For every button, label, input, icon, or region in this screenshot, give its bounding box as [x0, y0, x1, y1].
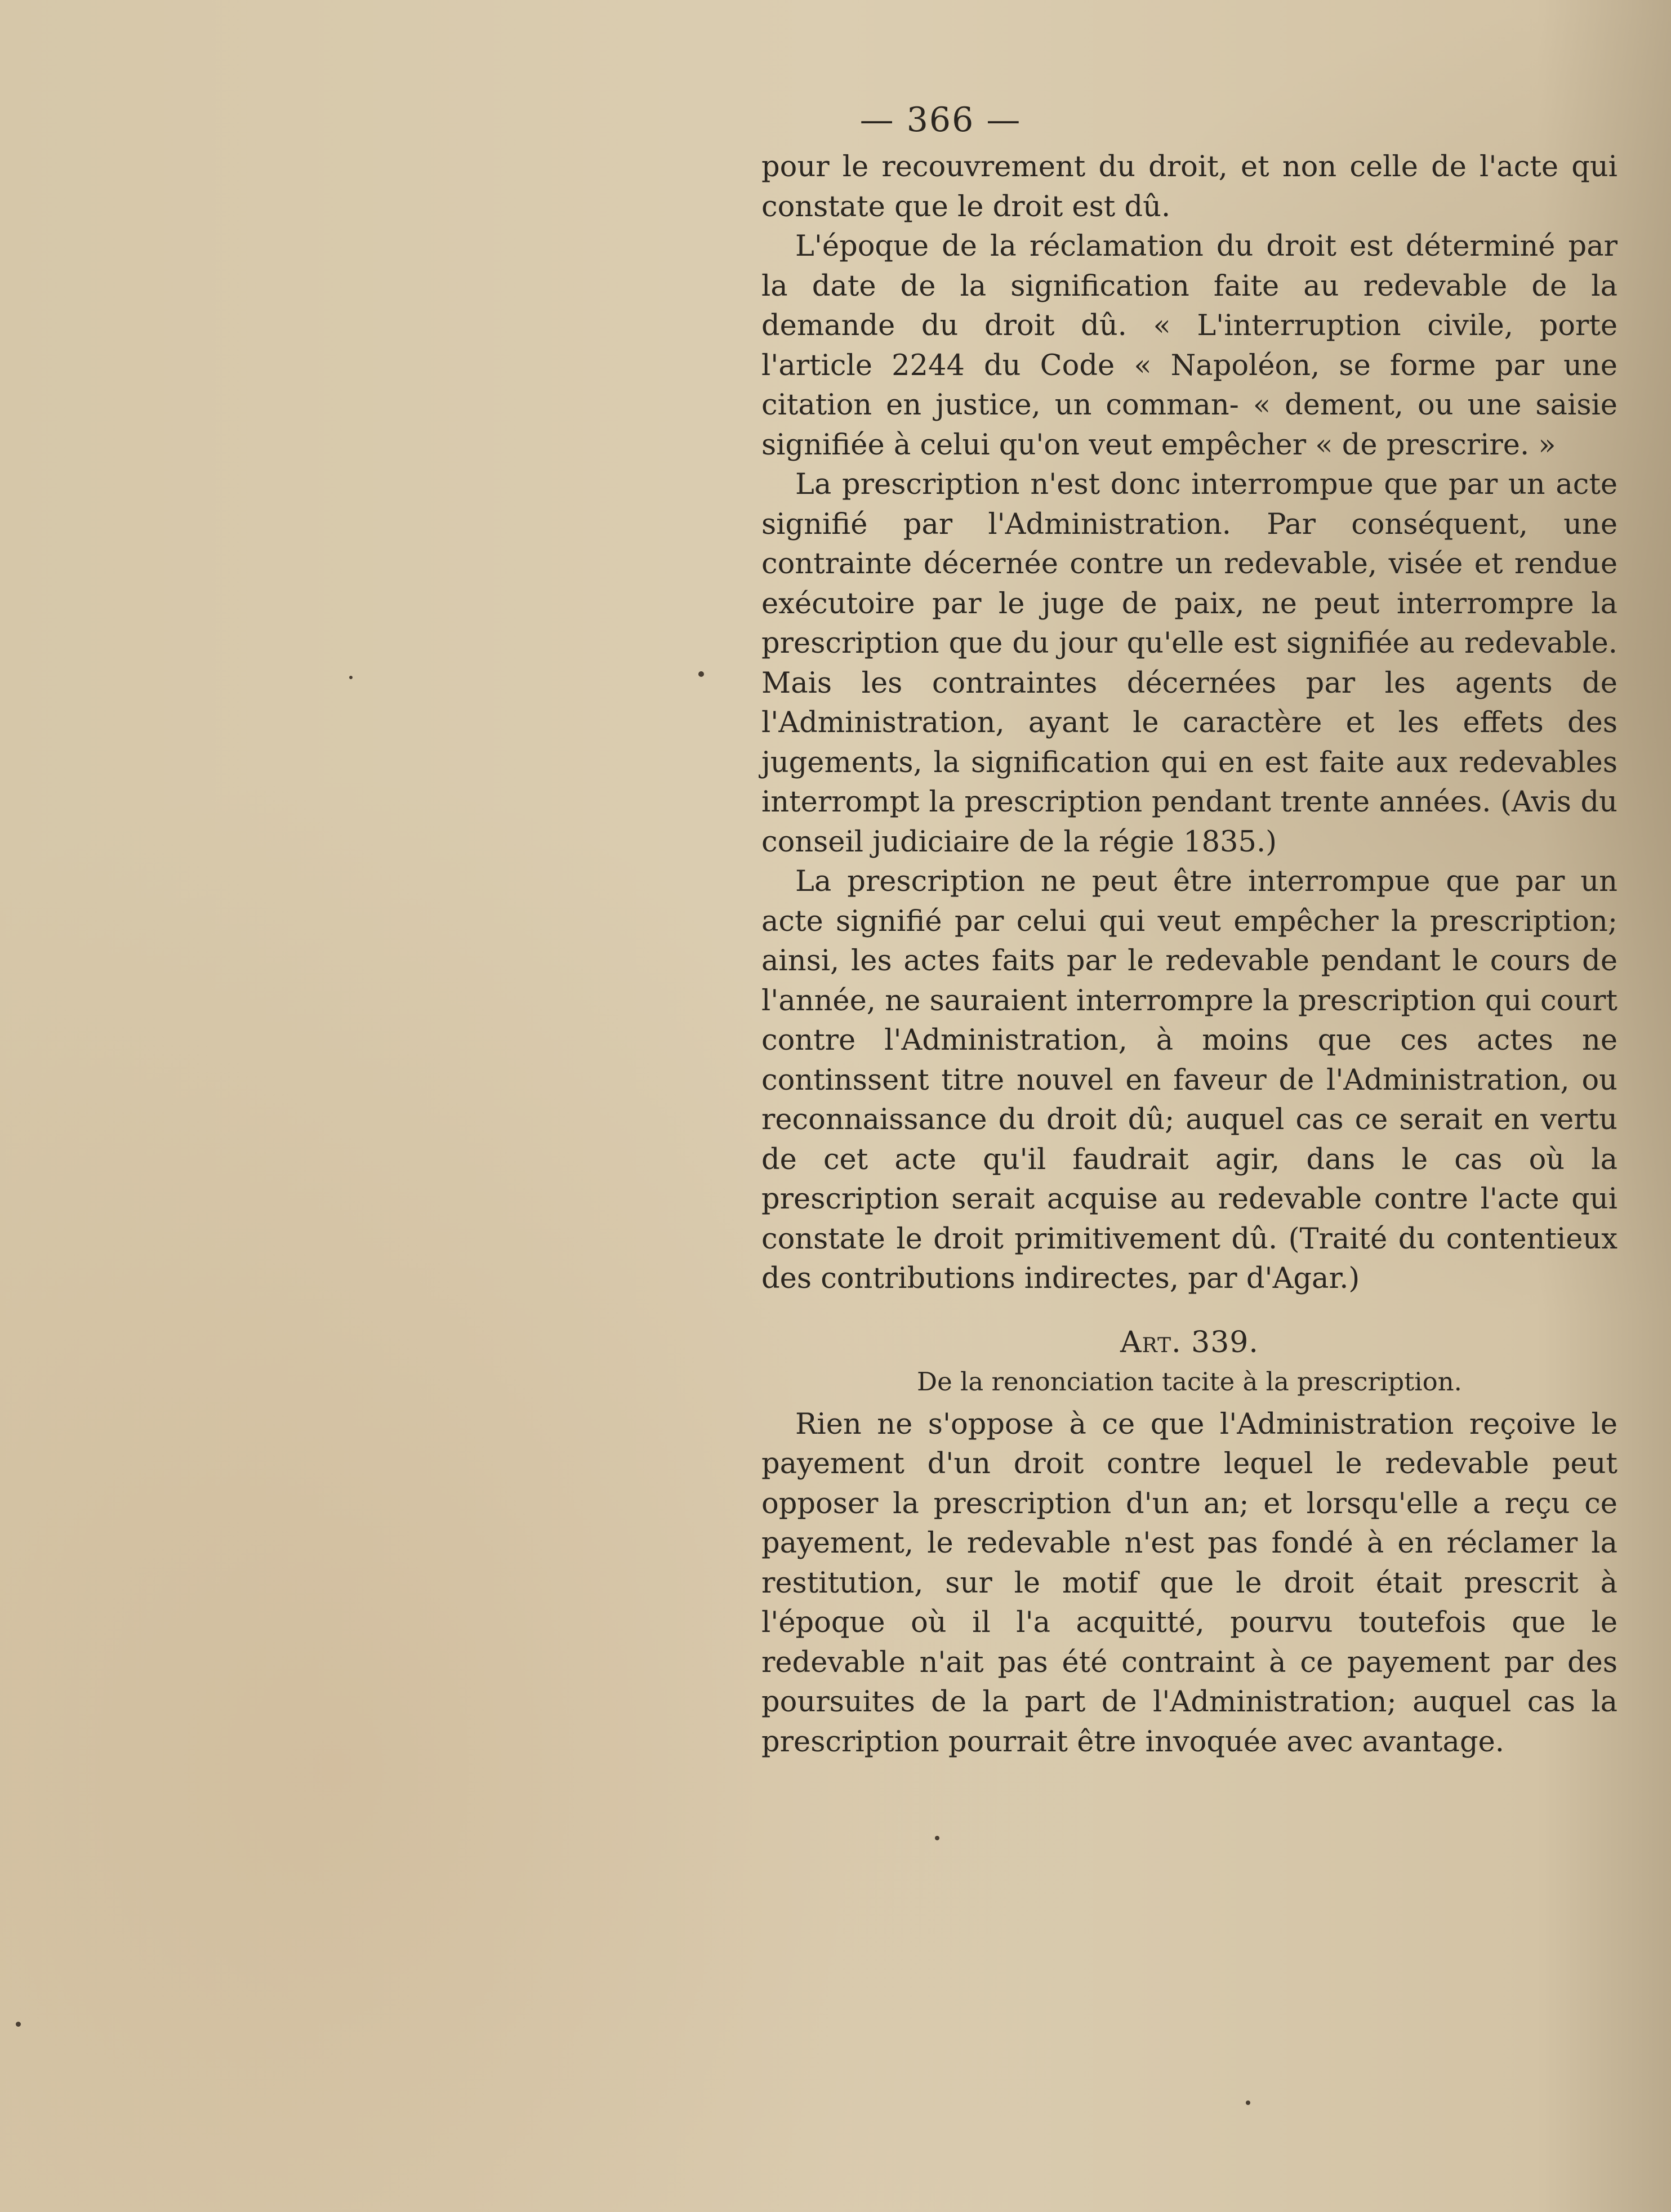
- paper-speck: [16, 2022, 21, 2027]
- article-subtitle: De la renonciation tacite à la prescription.: [916, 1366, 1462, 1397]
- page-number: — 366 —: [859, 100, 1022, 140]
- article-body: Rien ne s'oppose à ce que l'Administration reçoive le payement d'un droit contre lequel le redevable peut opposer la prescription d'un an; et lorsqu'elle a reçu ce payement, le redevable n'est pas fondé à en réclamer la restitution, sur le motif que le droit était prescrit à l'époque où il l'a acquitté, pourvu toutefois que le redevable n'ait pas été contraint à ce payement par des poursuites de la part de l'Administration; auquel cas la prescription pourrait être invoquée avec avantage.: [761, 1407, 1617, 1759]
- page-text-block: [761, 148, 1617, 1762]
- paper-speck: [935, 1836, 939, 1840]
- paragraph-continuation: pour le recouvrement du droit, et non celle de l'acte qui constate que le droit est dû.: [761, 150, 1617, 224]
- paper-speck: [698, 671, 704, 677]
- paragraph-interruption-civile: L'époque de la réclamation du droit est déterminé par la date de la signification faite au redevable de la demande du droit dû. « L'interruption civile, porte l'article 2244 du Code « Napoléon, se forme par une citation en justice, un comman- « dement, ou une saisie signifiée à celui qu'on veut empêcher « de prescrire. »: [761, 230, 1617, 462]
- article-heading-text: Art. 339.: [1120, 1325, 1259, 1359]
- paper-speck: [349, 676, 353, 679]
- paragraph-acte-signifie: La prescription n'est donc interrompue que par un acte signifié par l'Administration. Par conséquent, une contrainte décernée contre un redevable, visée et rendue exécutoire par le juge de paix, ne peut interrompre la prescription que du jour qu'elle est signifiée au redevable. Mais les contraintes décernées par les agents de l'Administration, ayant le caractère et les effets des jugements, la signification qui en est faite aux redevables interrompt la prescription pendant trente années. (Avis du conseil judiciaire de la régie 1835.): [761, 468, 1617, 859]
- paragraph-prescription-interrompue: La prescription ne peut être interrompue que par un acte signifié par celui qui veut empêcher la prescription; ainsi, les actes faits par le redevable pendant le cours de l'année, ne sauraient interrompre la prescription qui court contre l'Administration, à moins que ces actes ne continssent titre nouvel en faveur de l'Administration, ou reconnaissance du droit dû; auquel cas ce serait en vertu de cet acte qu'il faudrait agir, dans le cas où la prescription serait acquise au redevable contre l'acte qui constate le droit primitivement dû. (Traité du contentieux des contributions indirectes, par d'Agar.): [761, 865, 1617, 1295]
- paper-speck: [1246, 2100, 1250, 2105]
- article-heading: [761, 1323, 1617, 1362]
